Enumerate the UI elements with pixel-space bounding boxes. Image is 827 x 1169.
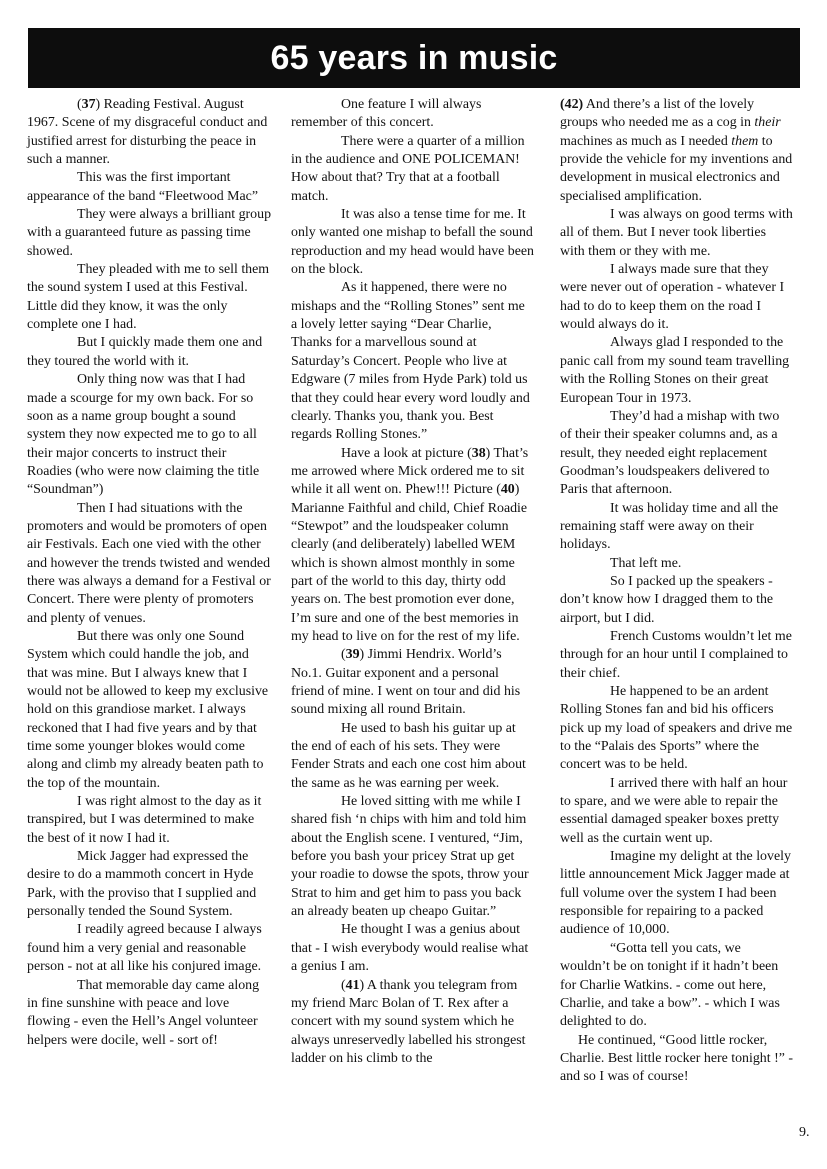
paragraph: French Customs wouldn’t let me through for an hour until I complained to their chief. [560,628,792,681]
column-2 [291,96,534,1068]
paragraph: “Gotta tell you cats, we wouldn’t be on tonight if it hadn’t been for Charlie Watkins. - come out here, Charlie, and take a bow”. - which I was delighted to do. [560,940,780,1030]
paragraph: He used to bash his guitar up at the end of each of his sets. They were Fender Strats and each one cost him about the same as he was earning per week. [291,720,526,791]
paragraph: (41) A thank you telegram from my friend Marc Bolan of T. Rex after a concert with my sound system which he always unreservedly labelled his strongest ladder on his climb to the [291,977,526,1066]
paragraph: So I packed up the speakers - don’t know how I dragged them to the airport, but I did. [560,573,774,626]
paragraph: But there was only one Sound System which could handle the job, and that was mine. But I always knew that I would not be allowed to keep my exclusive hold on this grandiose market. I always reckoned that I had five years and by that time some younger blokes would come along and climb my already beaten path to the top of the mountain. [27,628,269,791]
paragraph: Have a look at picture (38) That’s me arrowed where Mick ordered me to sit while it all went on. Phew!!! Picture (40) Marianne Faithful and child, Chief Roadie “Stewpot” and the loudspeaker column clearly (and deliberately) labelled WEM which is shown almost monthly in some part of the world to this day, thirty odd years on. The best promotion ever done, I’m sure and one of the best memories in my head to live on for the rest of my life. [291,445,529,644]
paragraph: Only thing now was that I had made a scourge for my own back. For so soon as a name group bought a sound system they now expected me to go to all their major concerts to instruct their Roadies (who were now claiming the title “Soundman”) [27,372,260,498]
paragraph: But I quickly made them one and they toured the world with it. [27,335,263,369]
paragraph: They’d had a mishap with two of their their speaker columns and, as a result, they needed eight replacement Goodman’s loudspeakers delivered to Paris that afternoon. [560,408,780,498]
page-number: 9. [799,1125,810,1140]
title-banner [28,28,800,88]
column-1 [27,96,273,1050]
paragraph: They pleaded with me to sell them the sound system I used at this Festival. Little did they know, it was the only complete one I had. [27,262,270,333]
paragraph: I arrived there with half an hour to spare, and we were able to repair the essential damaged speaker boxes pretty well as the curtain went up. [560,775,788,846]
paragraph: That memorable day came along in fine sunshine with peace and love flowing - even the Hell’s Angel volunteer helpers were docile, well - sort of! [27,977,260,1048]
paragraph: As it happened, there were no mishaps and the “Rolling Stones” sent me a lovely letter saying “Dear Charlie, Thanks for a marvellous sound at Saturday’s Concert. People who live at Edgware (7 miles from Hyde Park) told us that they could hear every word loudly and clearly. Thanks you, thank you. Best regards Rolling Stones.” [291,280,530,443]
paragraph: One feature I will always remember of this concert. [291,97,482,131]
paragraph: He happened to be an ardent Rolling Stones fan and bid his officers pick up my load of speakers and drive me to the “Palais des Sports” where the concert was to be held. [560,684,793,773]
paragraph: I was always on good terms with all of them. But I never took liberties with them or they with me. [560,207,793,259]
paragraph: I readily agreed because I always found him a very genial and reasonable person - not at all like his conjured image. [27,922,262,975]
paragraph: He loved sitting with me while I shared fish ‘n chips with him and told him about the English scene. I ventured, “Jim, before you bash your pricey Strat up get your roadie to dowse the spots, throw your Strat to him and get him to pass you back an already beaten up cheapo Guitar.” [291,794,529,920]
paragraph: (42) And there’s a list of the lovely groups who needed me as a cog in their machines as much as I needed them to provide the vehicle for my inventions and development in musical electronics and specialised amplification. [560,97,793,204]
paragraph: Mick Jagger had expressed the desire to do a mammoth concert in Hyde Park, with the proviso that I supplied and personally tended the Sound System. [27,849,257,920]
paragraph: He continued, “Good little rocker, Charlie. Best little rocker here tonight !” - and so I was of course! [560,1032,793,1085]
paragraph: Imagine my delight at the lovely little announcement Mick Jagger made at full volume over the system I had been responsible for repairing to a packed audience of 10,000. [560,849,791,938]
paragraph: (39) Jimmi Hendrix. World’s No.1. Guitar exponent and a personal friend of mine. I went on tour and did his sound mixing all round Britain. [291,647,521,718]
paragraph: It was also a tense time for me. It only wanted one mishap to befall the sound reproduction and my head would have been on the block. [291,207,535,278]
paragraph: It was holiday time and all the remaining staff were away on their holidays. [560,500,779,553]
paragraph: (37) Reading Festival. August 1967. Scene of my disgraceful conduct and justified arrest for disturbing the peace in such a manner. [27,97,268,168]
paragraph: I always made sure that they were never out of operation - whatever I had to do to keep them on the road I would always do it. [560,262,785,333]
column-3 [560,96,794,1087]
paragraph: That left me. [610,555,682,571]
paragraph: I was right almost to the day as it transpired, but I was determined to make the best of it now I had it. [27,794,262,846]
paragraph: He thought I was a genius about that - I wish everybody would realise what a genius I am. [291,922,529,975]
paragraph: Then I had situations with the promoters and would be promoters of open air Festivals. Each one vied with the other and however the trends twisted and wended there was always a demand for a Festival or Concert. There were plenty of promoters and plenty of venues. [27,500,271,626]
paragraph: There were a quarter of a million in the audience and ONE POLICEMAN! How about that? Try that at a football match. [291,133,525,204]
paragraph: Always glad I responded to the panic call from my sound team travelling with the Rolling Stones on their great European Tour in 1973. [560,335,790,406]
paragraph: They were always a brilliant group with a guaranteed future as passing time showed. [27,207,272,259]
paragraph: This was the first important appearance of the band “Fleetwood Mac” [27,170,259,204]
page-title: 65 years in music [270,38,558,77]
